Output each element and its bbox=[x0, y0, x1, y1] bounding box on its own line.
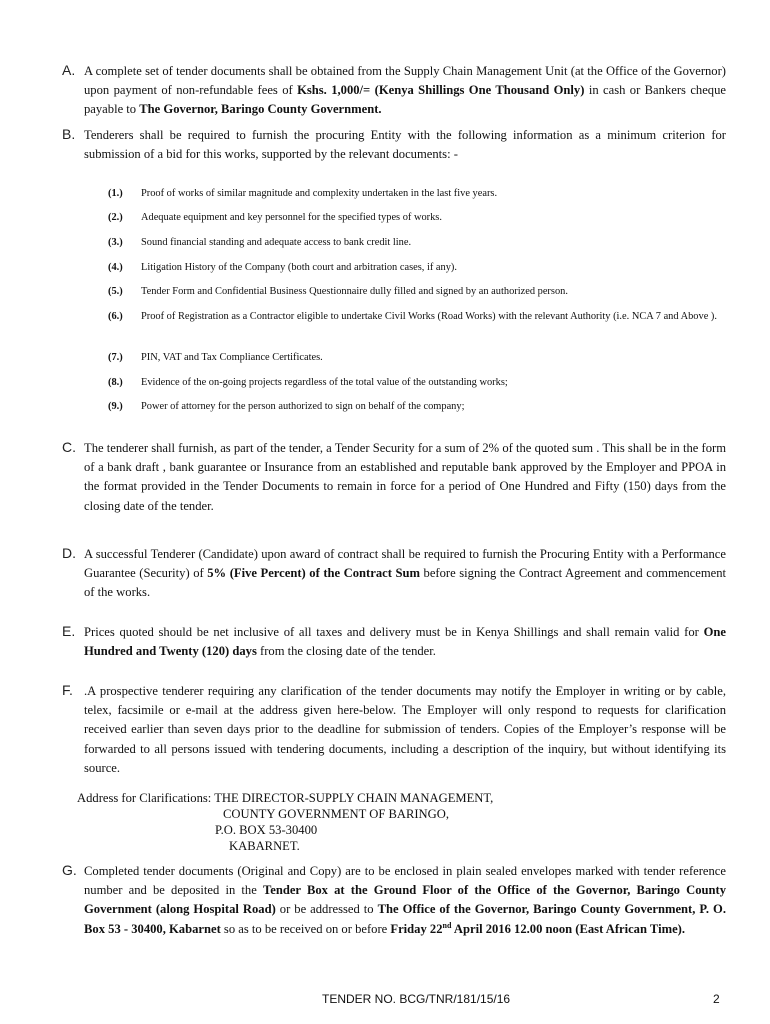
clause-d bbox=[62, 545, 726, 603]
clause-c-text: The tenderer shall furnish, as part of the tender, a Tender Security for a sum of 2% of the quoted sum . This shall be in the form of a bank draft , bank guarantee or Insurance from an established and reputable bank approved by the Employer and PPOA in the format provided in the Tender Documents to remain in force for a period of One Hundred and Fifty (150) days from the closing date of the tender. bbox=[84, 441, 726, 513]
clause-d-text: A successful Tenderer (Candidate) upon award of contract shall be required to furnish the Procuring Entity with a Performance Guarantee (Security) of 5% (Five Percent) of the Contract Sum before signing the Contract Agreement and commencement of the works. bbox=[84, 547, 726, 600]
address-line-1: Address for Clarifications: THE DIRECTOR-SUPPLY CHAIN MANAGEMENT, bbox=[77, 791, 494, 805]
requirement-item-2: (2.) Adequate equipment and key personnel for the specified types of works. bbox=[108, 212, 442, 223]
clause-e-text: Prices quoted should be net inclusive of all taxes and delivery must be in Kenya Shillings and shall remain valid for One Hundred and Twenty (120) days from the closing date of the tender. bbox=[84, 625, 726, 659]
clause-g bbox=[62, 862, 726, 939]
requirement-item-7: (7.) PIN, VAT and Tax Compliance Certificates. bbox=[108, 352, 323, 363]
clause-f-text: .A prospective tenderer requiring any clarification of the tender documents may notify the Employer in writing or by cable, telex, facsimile or e-mail at the address given here-below. The Employer will only respond to requests for clarification received earlier than seven days prior to the deadline for submission of tenders. Copies of the Employer’s response will be forwarded to all persons issued with tendering documents, including a description of the inquiry, but without identifying its source. bbox=[84, 684, 726, 775]
requirement-item-8: (8.) Evidence of the on-going projects regardless of the total value of the outstanding works; bbox=[108, 377, 508, 388]
clause-d-letter: D. bbox=[62, 545, 76, 561]
address-line-4: KABARNET. bbox=[229, 839, 300, 853]
address-line-2: COUNTY GOVERNMENT OF BARINGO, bbox=[223, 807, 449, 821]
address-line-3: P.O. BOX 53-30400 bbox=[215, 823, 318, 837]
requirement-item-3: (3.) Sound financial standing and adequate access to bank credit line. bbox=[108, 237, 412, 248]
clause-g-letter: G. bbox=[62, 862, 77, 878]
requirement-item-6: (6.) Proof of Registration as a Contractor eligible to undertake Civil Works (Road Works) with the relevant Authority (i.e. NCA 7 and Above ). bbox=[108, 311, 717, 322]
clause-a-text: A complete set of tender documents shall be obtained from the Supply Chain Management Unit (at the Office of the Governor) upon payment of non-refundable fees of Kshs. 1,000/= (Kenya Shillings One Thousand Only) in cash or Bankers cheque payable to The Governor, Baringo County Government. bbox=[84, 64, 726, 117]
clause-c bbox=[62, 439, 726, 516]
clause-g-text: Completed tender documents (Original and Copy) are to be enclosed in plain sealed envelopes marked with tender reference number and be deposited in the Tender Box at the Ground Floor of the Office of the Governor, Baringo County Government (along Hospital Road) or be addressed to The Office of the Governor, Baringo County Government, P. O. Box 53 - 30400, Kabarnet so as to be received on or before Friday 22nd April 2016 12.00 noon (East African Time). bbox=[84, 864, 727, 936]
clause-a bbox=[62, 62, 726, 120]
tender-number-footer: TENDER NO. BCG/TNR/181/15/16 bbox=[322, 992, 511, 1006]
requirement-item-9: (9.) Power of attorney for the person authorized to sign on behalf of the company; bbox=[108, 401, 465, 412]
page-number: 2 bbox=[713, 992, 720, 1006]
requirement-item-5: (5.) Tender Form and Confidential Business Questionnaire dully filled and signed by an authorized person. bbox=[108, 286, 568, 297]
clause-b bbox=[62, 126, 726, 164]
clause-b-text: Tenderers shall be required to furnish the procuring Entity with the following information as a minimum criterion for submission of a bid for this works, supported by the relevant documents: - bbox=[84, 128, 726, 162]
requirement-item-4: (4.) Litigation History of the Company (both court and arbitration cases, if any). bbox=[108, 262, 457, 273]
requirement-item-1: (1.) Proof of works of similar magnitude and complexity undertaken in the last five years. bbox=[108, 188, 498, 199]
clause-c-letter: C. bbox=[62, 439, 76, 455]
clause-e-letter: E. bbox=[62, 623, 76, 639]
clause-b-letter: B. bbox=[62, 126, 76, 142]
clause-e bbox=[62, 623, 726, 661]
clause-f bbox=[62, 682, 726, 778]
clause-f-letter: F. bbox=[62, 682, 73, 698]
clause-a-letter: A. bbox=[62, 62, 76, 78]
